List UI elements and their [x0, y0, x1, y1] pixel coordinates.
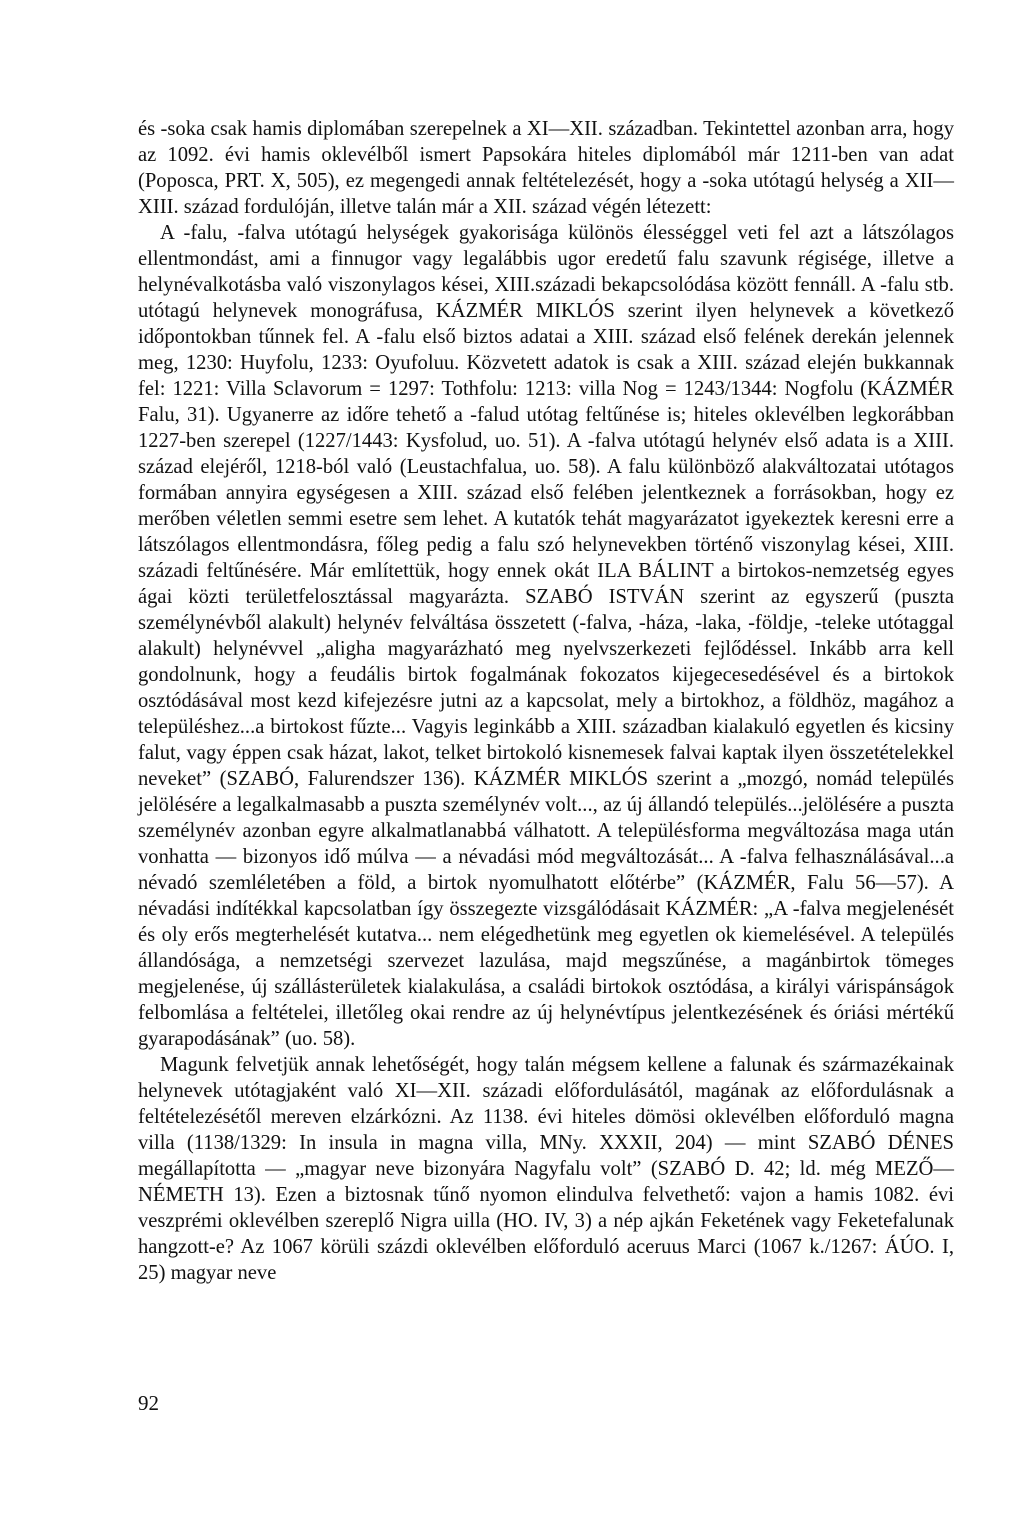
paragraph-2: A -falu, -falva utótagú helységek gyakorisága különös élességgel veti fel azt a látszólagos ellentmondást, ami a finnugor vagy legalábbis ugor eredetű falu szavunk régisége, illetve a helynévalkotásba való viszonylagos kései, XIII.századi bekapcsolódása között fennáll. A -falu stb. utótagú helynevek monográfusa, KÁZMÉR MIKLÓS szerint ilyen helynevek a következő időpontokban tűnnek fel. A -falu első biztos adatai a XIII. század első felének derekán jelennek meg, 1230: Huyfolu, 1233: Oyufoluu. Közvetett adatok is csak a XIII. század elején bukkannak fel: 1221: Villa Sclavorum = 1297: Tothfolu: 1213: villa Nog = 1243/1344: Nogfolu (KÁZMÉR Falu, 31). Ugyanerre az időre tehető a -falud utótag feltűnése is; hiteles oklevélben legkorábban 1227-ben szerepel (1227/1443: Kysfolud, uo. 51). A -falva utótagú helynév első adata is a XIII. század elejéről, 1218-ból való (Leustachfalua, uo. 58). A falu különböző alakváltozatai utótagos formában annyira egységesen a XIII. század első felében jelentkeznek a forrásokban, hogy ez merőben véletlen semmi esetre sem lehet. A kutatók tehát magyarázatot igyekeztek keresni erre a látszólagos ellentmondásra, főleg pedig a falu szó helynevekben történő viszonylag kései, XIII. századi feltűnésére. Már említettük, hogy ennek okát ILA BÁLINT a birtokos-nemzetség egyes ágai közti területfelosztással magyarázta. SZABÓ ISTVÁN szerint az egyszerű (puszta személynévből alakult) helynév felváltása összetett (-falva, -háza, -laka, -földje, -teleke utótaggal alakult) helynévvel „aligha magyarázható meg nyelvszerkezeti fejlődéssel. Inkább arra kell gondolnunk, hogy a feudális birtok fogalmának fokozatos kijegecesedésével és a birtokok osztódásával most kezd kifejezésre jutni az a kapcsolat, mely a birtokhoz, a földhöz, magához a településhez...a birtokost fűzte... Vagyis leginkább a XIII. században kialakuló egyetlen és kicsiny falut, vagy éppen csak házat, lakot, telket birtokoló kisnemesek falvai kaptak ilyen összetételekkel neveket” (SZABÓ, Falurendszer 136). KÁZMÉR MIKLÓS szerint a „mozgó, nomád település jelölésére a legalkalmasabb a puszta személynév volt..., az új állandó település...jelölésére a puszta személynév azonban egyre alkalmatlanabbá válhatott. A településforma megváltozása maga után vonhatta — bizonyos idő múlva — a névadási mód megváltozását... A -falva felhasználásával...a névadó szemléletében a föld, a birtok nyomulhatott előtérbe” (KÁZMÉR, Falu 56—57). A névadási indítékkal kapcsolatban így összegezte vizsgálódásait KÁZMÉR: „A -falva megjelenését és oly erős megterhelését kutatva... nem elégedhetünk meg egyetlen ok kiemelésével. A település állandósága, a nemzetségi szervezet lazulása, majd megszűnése, a magánbirtok tömeges megjelenése, új szállásterületek kialakulása, a családi birtokok osztódása, a királyi várispánságok felbomlása a feltételei, illetőleg okai rendre az új helynévtípus jelentkezésének és óriási mértékű gyarapodásának” (uo. 58).: [138, 222, 954, 1050]
body-text: [138, 116, 954, 1286]
paragraph-3: Magunk felvetjük annak lehetőségét, hogy talán mégsem kellene a falunak és származékainak helynevek utótagjaként való XI—XII. századi előfordulásától, magának az előfordulásnak a feltételezésétől mereven elzárkózni. Az 1138. évi hiteles dömösi oklevélben előforduló magna villa (1138/1329: In insula in magna villa, MNy. XXXII, 204) — mint SZABÓ DÉNES megállapította — „magyar neve bizonyára Nagyfalu volt” (SZABÓ D. 42; ld. még MEZŐ—NÉMETH 13). Ezen a biztosnak tűnő nyomon elindulva felvethető: vajon a hamis 1082. évi veszprémi oklevélben szereplő Nigra uilla (HO. IV, 3) a nép ajkán Feketének vagy Feketefalunak hangzott-e? Az 1067 körüli százdi oklevélben előforduló aceruus Marci (1067 k./1267: ÁÚO. I, 25) magyar neve: [138, 1054, 954, 1284]
paragraph-1: és -soka csak hamis diplomában szerepelnek a XI—XII. században. Tekintettel azonban arra, hogy az 1092. évi hamis oklevélből ismert Papsokára hiteles diplomából már 1211-ben van adat (Poposca, PRT. X, 505), ez megengedi annak feltételezését, hogy a -soka utótagú helység a XII—XIII. század fordulóján, illetve talán már a XII. század végén létezett:: [138, 118, 954, 218]
page-number: 92: [138, 1391, 159, 1415]
